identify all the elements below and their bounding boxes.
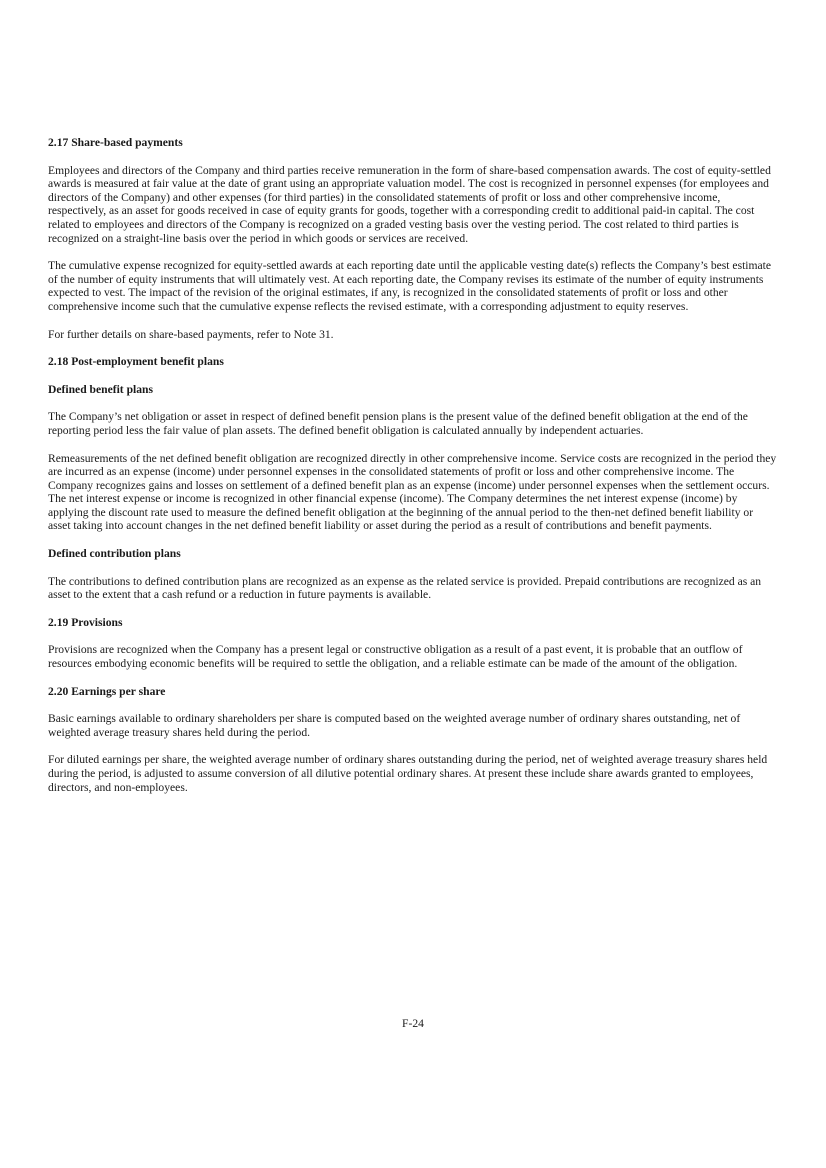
- section-heading-share-based-payments: 2.17 Share-based payments: [48, 136, 183, 149]
- subheading-defined-benefit-plans: Defined benefit plans: [48, 382, 153, 396]
- paragraph: Remeasurements of the net defined benefit obligation are recognized directly in other comprehensive income. Service costs are recognized in the period they are incurred as an expense (income) under personnel expenses in the consolidated statements of profit or loss and other comprehensive income. The Company recognizes gains and losses on settlement of a defined benefit plan as an expense (income) under personnel expenses when the settlement occurs. The net interest expense or income is recognized in other financial expense (income). The Company determines the net interest expense (income) by applying the discount rate used to measure the defined benefit obligation at the beginning of the annual period to the then-net defined benefit liability or asset taking into account changes in the net defined benefit liability or asset during the period as a result of contributions and benefit payments.: [48, 451, 777, 533]
- subheading-defined-contribution-plans: Defined contribution plans: [48, 547, 181, 561]
- section-heading-post-employment-benefit-plans: 2.18 Post-employment benefit plans: [48, 355, 224, 369]
- section-heading-earnings-per-share: 2.20 Earnings per share: [48, 684, 166, 698]
- paragraph: The Company’s net obligation or asset in respect of defined benefit pension plans is the present value of the defined benefit obligation at the end of the reporting period less the fair value of plan assets. The defined benefit obligation is calculated annually by independent actuaries.: [48, 410, 748, 437]
- paragraph: Provisions are recognized when the Company has a present legal or constructive obligation as a result of a past event, it is probable that an outflow of resources embodying economic benefits will be required to settle the obligation, and a reliable estimate can be made of the amount of the obligation.: [48, 643, 743, 671]
- paragraph: Basic earnings available to ordinary shareholders per share is computed based on the weighted average number of ordinary shares outstanding, net of weighted average treasury shares held during the period.: [48, 712, 741, 739]
- page-number: F-24: [402, 1017, 424, 1030]
- paragraph: For further details on share-based payments, refer to Note 31.: [48, 327, 334, 341]
- paragraph: Employees and directors of the Company and third parties receive remuneration in the form of share-based compensation awards. The cost of equity-settled awards is measured at fair value at the date of grant using an appropriate valuation model. The cost is recognized in personnel expenses (for employees and directors of the Company) and other expenses (for third parties) in the consolidated statements of profit or loss and other comprehensive income, respectively, as an asset for goods received in case of equity grants for goods, together with a corresponding credit to additional paid-in capital. The cost related to employees and directors of the Company is recognized on a graded vesting basis over the vesting period. The cost related to third parties is recognized on a straight-line basis over the period in which goods or services are received.: [48, 163, 771, 245]
- section-heading-provisions: 2.19 Provisions: [48, 615, 123, 629]
- paragraph: For diluted earnings per share, the weighted average number of ordinary shares outstanding during the period, net of weighted average treasury shares held during the period, is adjusted to assume conversion of all dilutive potential ordinary shares. At present these include share awards granted to employees, directors, and non-employees.: [48, 753, 768, 794]
- paragraph: The cumulative expense recognized for equity-settled awards at each reporting date until the applicable vesting date(s) reflects the Company’s best estimate of the number of equity instruments that will ultimately vest. At each reporting date, the Company revises its estimate of the number of equity instruments expected to vest. The impact of the revision of the original estimates, if any, is recognized in the consolidated statements of profit or loss and other comprehensive income such that the cumulative expense reflects the revised estimate, with a corresponding adjustment to equity reserves.: [48, 259, 772, 313]
- paragraph: The contributions to defined contribution plans are recognized as an expense as the related service is provided. Prepaid contributions are recognized as an asset to the extent that a cash refund or a reduction in future payments is available.: [48, 574, 762, 602]
- document-page: [48, 136, 778, 808]
